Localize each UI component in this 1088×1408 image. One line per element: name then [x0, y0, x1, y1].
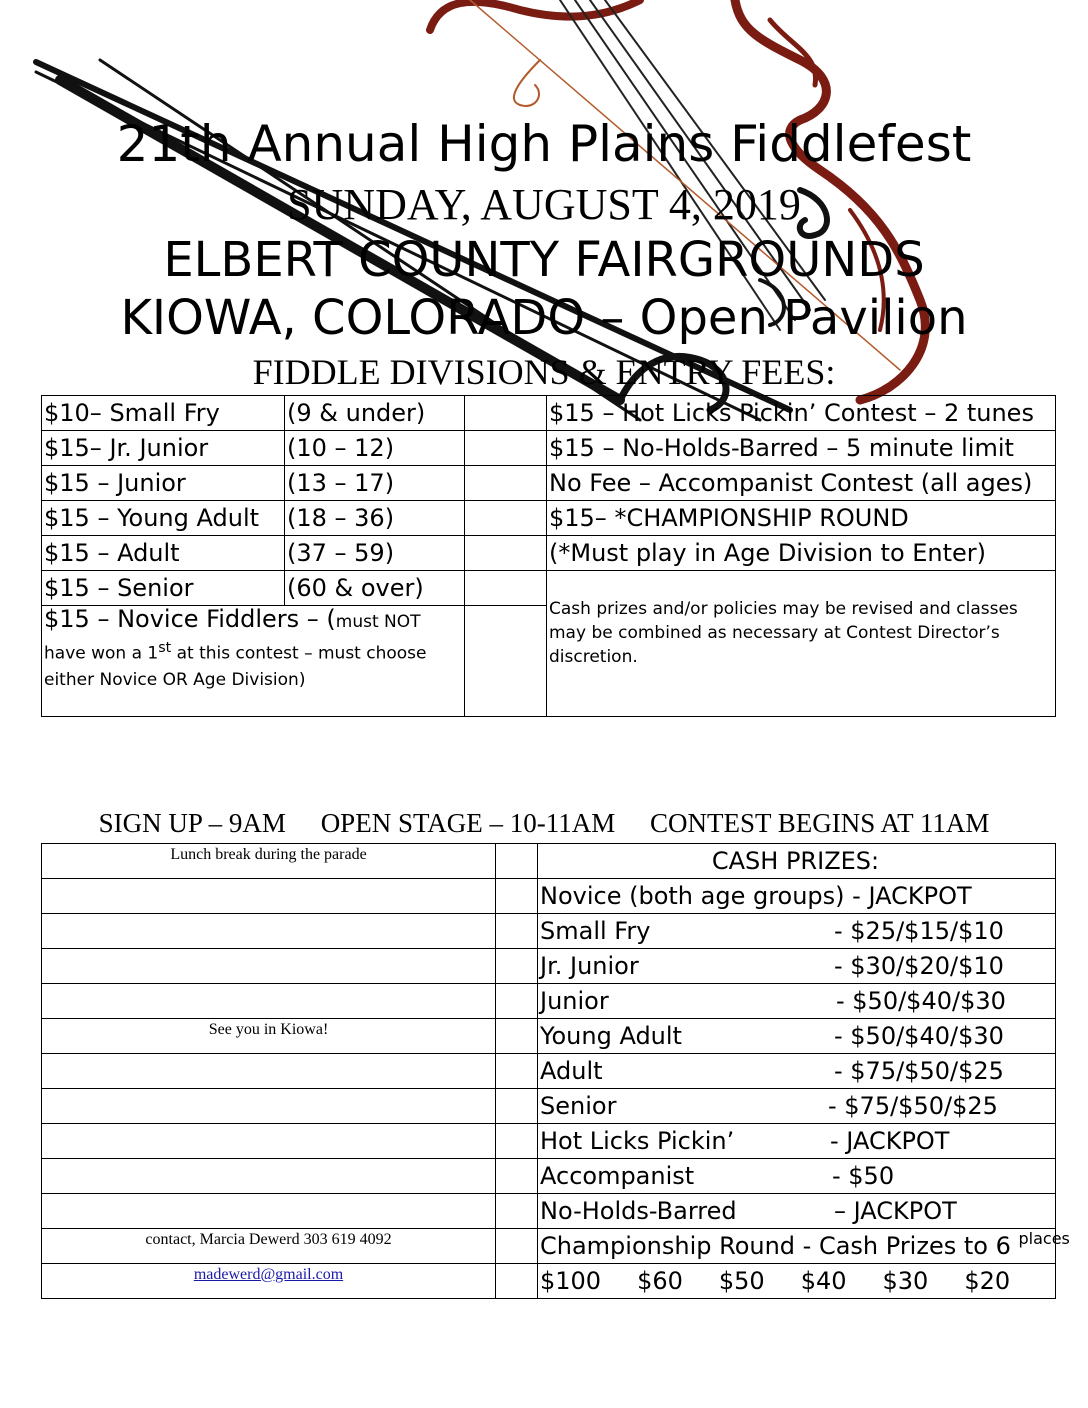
spacer-cell	[496, 1194, 538, 1229]
empty-cell	[42, 914, 496, 949]
prize-row	[538, 914, 1056, 949]
spacer-cell	[496, 1264, 538, 1299]
policy-note: Cash prizes and/or policies may be revised and classes may be combined as necessary at Contest Director’s discretion.	[547, 571, 1056, 717]
see-you-note: See you in Kiowa!	[42, 1019, 496, 1054]
novice-division-cell	[42, 606, 465, 717]
table-row	[42, 1089, 1056, 1124]
championship-amount: $30	[882, 1267, 929, 1295]
table-row	[42, 1054, 1056, 1089]
prize-row	[538, 1194, 1056, 1229]
prize-name: Jr. Junior	[540, 952, 639, 980]
table-row	[42, 949, 1056, 984]
novice-note-end: at this contest – must choose either Novice OR Age Division)	[44, 643, 427, 690]
empty-cell	[42, 984, 496, 1019]
prize-row	[538, 1159, 1056, 1194]
other-contest-cell: No Fee – Accompanist Contest (all ages)	[547, 466, 1056, 501]
entry-fees-table	[41, 395, 1056, 717]
table-row	[42, 501, 1056, 536]
table-row	[42, 1194, 1056, 1229]
table-row	[42, 1229, 1056, 1264]
email-cell	[42, 1264, 496, 1299]
age-cell: (13 – 17)	[285, 466, 465, 501]
prizes-heading: CASH PRIZES:	[538, 844, 1056, 879]
table-row	[42, 914, 1056, 949]
spacer-cell	[465, 536, 547, 571]
novice-prize: Novice (both age groups) - JACKPOT	[538, 879, 1056, 914]
prize-row	[538, 1089, 1056, 1124]
novice-note: must NOT have won a 1	[44, 612, 421, 664]
prize-amount: - $75/$50/$25	[828, 1092, 998, 1120]
table-row	[42, 1159, 1056, 1194]
prize-amount: - $25/$15/$10	[834, 917, 1004, 945]
other-contest-cell: (*Must play in Age Division to Enter)	[547, 536, 1056, 571]
table-row	[42, 1124, 1056, 1159]
spacer-cell	[496, 1089, 538, 1124]
prize-name: Young Adult	[540, 1022, 682, 1050]
schedule-line	[0, 808, 1088, 839]
prize-row	[538, 949, 1056, 984]
signup-time: SIGN UP – 9AM	[98, 808, 286, 838]
spacer-cell	[496, 1019, 538, 1054]
table-row	[42, 536, 1056, 571]
prize-name: Accompanist	[540, 1162, 695, 1190]
other-contest-cell: $15 – Hot Licks Pickin’ Contest – 2 tunes	[547, 396, 1056, 431]
prize-row	[538, 984, 1056, 1019]
table-row	[42, 396, 1056, 431]
novice-note-sup: st	[158, 640, 172, 656]
empty-cell	[42, 1089, 496, 1124]
spacer-cell	[496, 1159, 538, 1194]
championship-amounts	[538, 1264, 1056, 1299]
prize-row	[538, 1019, 1056, 1054]
prize-row	[538, 1124, 1056, 1159]
lunch-note: Lunch break during the parade	[42, 844, 496, 879]
other-contest-cell: $15– *CHAMPIONSHIP ROUND	[547, 501, 1056, 536]
prize-name: Small Fry	[540, 917, 651, 945]
spacer-cell	[496, 1054, 538, 1089]
spacer-cell	[496, 984, 538, 1019]
championship-row	[538, 1229, 1070, 1264]
spacer-cell	[465, 606, 547, 717]
division-cell: $10– Small Fry	[42, 396, 285, 431]
novice-title: $15 – Novice Fiddlers – (	[44, 605, 336, 633]
spacer-cell	[465, 571, 547, 606]
prize-name: Junior	[540, 987, 609, 1015]
table-row	[42, 571, 1056, 606]
championship-amount: $60	[637, 1267, 683, 1295]
table-row	[42, 984, 1056, 1019]
age-cell: (60 & over)	[285, 571, 465, 606]
empty-cell	[42, 1194, 496, 1229]
fees-heading: FIDDLE DIVISIONS & ENTRY FEES:	[252, 352, 836, 392]
division-cell: $15– Jr. Junior	[42, 431, 285, 466]
championship-amount: $40	[800, 1267, 847, 1295]
prize-name: No-Holds-Barred	[540, 1197, 737, 1225]
prize-amount: - JACKPOT	[830, 1127, 950, 1155]
spacer-cell	[465, 501, 547, 536]
table-row	[42, 1264, 1056, 1299]
table-row	[42, 431, 1056, 466]
prize-name: Adult	[540, 1057, 603, 1085]
championship-amount: $20	[964, 1267, 1011, 1295]
prize-amount: – JACKPOT	[834, 1197, 957, 1225]
spacer-cell	[496, 844, 538, 879]
spacer-cell	[496, 1229, 538, 1264]
prize-amount: - $30/$20/$10	[834, 952, 1004, 980]
empty-cell	[42, 1124, 496, 1159]
table-row	[42, 1019, 1056, 1054]
empty-cell	[42, 879, 496, 914]
division-cell: $15 – Senior	[42, 571, 285, 606]
prize-amount: - $50/$40/$30	[834, 1022, 1004, 1050]
event-date: SUNDAY, AUGUST 4, 2019	[287, 180, 801, 229]
spacer-cell	[496, 879, 538, 914]
prize-name: Senior	[540, 1092, 617, 1120]
open-stage-time: OPEN STAGE – 10-11AM	[320, 808, 616, 838]
prize-name: Hot Licks Pickin’	[540, 1127, 735, 1155]
event-location: KIOWA, COLORADO – Open Pavilion	[120, 290, 968, 346]
cash-prizes-table	[41, 843, 1070, 1299]
empty-cell	[42, 949, 496, 984]
championship-amount: $50	[718, 1267, 765, 1295]
spacer-cell	[465, 396, 547, 431]
age-cell: (37 – 59)	[285, 536, 465, 571]
event-title: 21th Annual High Plains Fiddlefest	[116, 115, 972, 173]
empty-cell	[42, 1159, 496, 1194]
table-row	[42, 844, 1056, 879]
contest-start-time: CONTEST BEGINS AT 11AM	[650, 808, 990, 838]
contact-email-link[interactable]: madewerd@gmail.com	[193, 1266, 344, 1283]
division-cell: $15 – Young Adult	[42, 501, 285, 536]
division-cell: $15 – Adult	[42, 536, 285, 571]
prize-amount: - $50/$40/$30	[836, 987, 1006, 1015]
spacer-cell	[496, 949, 538, 984]
spacer-cell	[496, 914, 538, 949]
empty-cell	[42, 1054, 496, 1089]
prize-amount: - $75/$50/$25	[834, 1057, 1004, 1085]
spacer-cell	[465, 466, 547, 501]
championship-amount: $100	[540, 1267, 602, 1295]
contact-note: contact, Marcia Dewerd 303 619 4092	[42, 1229, 496, 1264]
table-row	[42, 879, 1056, 914]
age-cell: (18 – 36)	[285, 501, 465, 536]
championship-sup: places	[1018, 1229, 1070, 1248]
table-row	[42, 466, 1056, 501]
event-venue: ELBERT COUNTY FAIRGROUNDS	[163, 232, 925, 288]
division-cell: $15 – Junior	[42, 466, 285, 501]
age-cell: (10 – 12)	[285, 431, 465, 466]
prize-row	[538, 1054, 1056, 1089]
age-cell: (9 & under)	[285, 396, 465, 431]
championship-label: Championship Round - Cash Prizes to 6	[540, 1232, 1011, 1260]
spacer-cell	[496, 1124, 538, 1159]
spacer-cell	[465, 431, 547, 466]
other-contest-cell: $15 – No-Holds-Barred – 5 minute limit	[547, 431, 1056, 466]
prize-amount: - $50	[832, 1162, 895, 1190]
